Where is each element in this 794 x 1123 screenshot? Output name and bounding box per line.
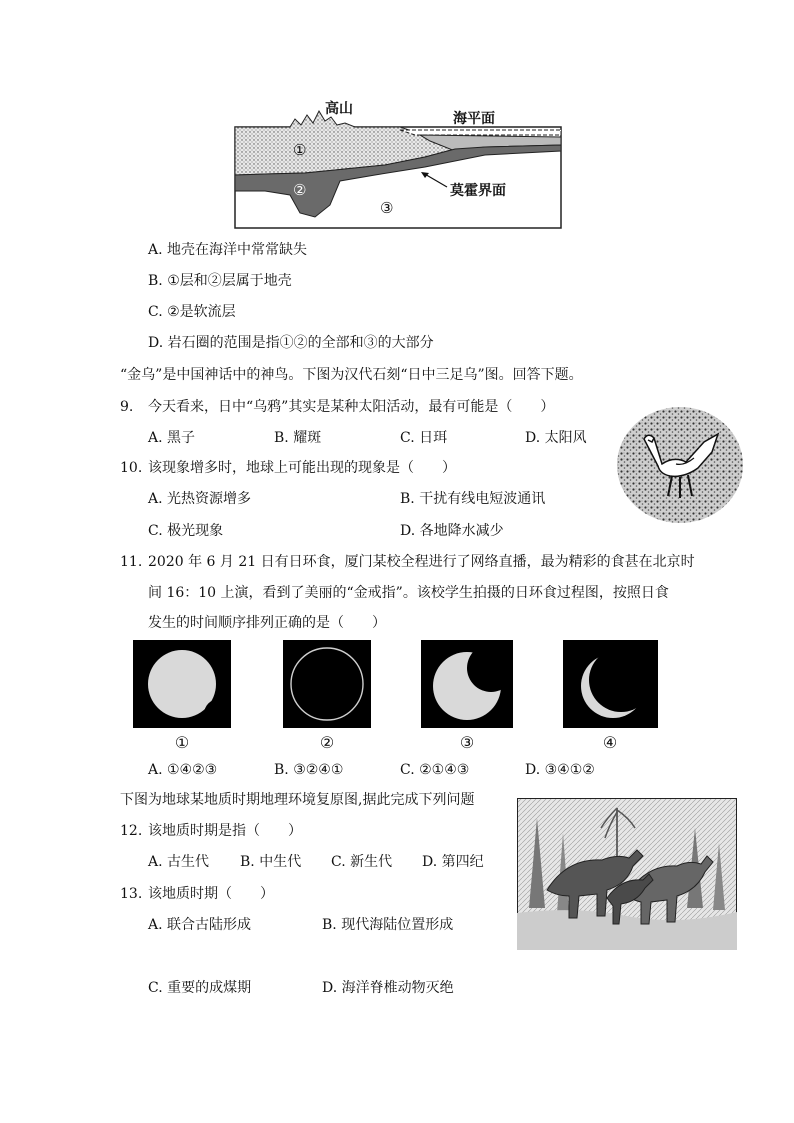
q11-stem-line2: 间 16：10 上演，看到了美丽的“金戒指”。该校学生拍摄的日环食过程图，按照日食 bbox=[148, 585, 669, 601]
q13-option-d: D. 海洋脊椎动物灭绝 bbox=[322, 980, 454, 996]
crust-cross-section-diagram bbox=[225, 95, 570, 235]
q12-number: 12. bbox=[120, 823, 143, 839]
layer-2-label: ② bbox=[293, 181, 307, 199]
q12-option-a: A. 古生代 bbox=[148, 854, 210, 870]
q9-option-c: C. 日珥 bbox=[400, 430, 448, 446]
q11-option-b: B. ③②④① bbox=[274, 762, 344, 778]
geo-intro-text: 下图为地球某地质时期地理环境复原图,据此完成下列问题 bbox=[120, 792, 475, 808]
q13-option-a: A. 联合古陆形成 bbox=[148, 917, 252, 933]
q13-number: 13. bbox=[120, 886, 143, 902]
q11-stem-line1: 2020 年 6 月 21 日有日环食，厦门某校全程进行了网络直播，最为精彩的食甚在北京时 bbox=[148, 554, 695, 570]
q10-option-b: B. 干扰有线电短波通讯 bbox=[400, 491, 546, 507]
eclipse-label-2: ② bbox=[319, 733, 335, 752]
q12-option-b: B. 中生代 bbox=[240, 854, 302, 870]
eclipse-photo-1 bbox=[133, 640, 231, 728]
q11-option-c: C. ②①④③ bbox=[400, 762, 470, 778]
eclipse-label-3: ③ bbox=[459, 733, 475, 752]
q9-stem: 今天看来，日中“乌鸦”其实是某种太阳活动，最有可能是（ ） bbox=[148, 399, 555, 415]
q10-option-c: C. 极光现象 bbox=[148, 523, 224, 539]
eclipse-photo-2 bbox=[283, 640, 371, 728]
q9-option-a: A. 黑子 bbox=[148, 430, 196, 446]
dinosaur-environment-image bbox=[517, 798, 737, 950]
q13-stem: 该地质时期（ ） bbox=[148, 886, 274, 902]
q13-option-c: C. 重要的成煤期 bbox=[148, 980, 252, 996]
q13-option-b: B. 现代海陆位置形成 bbox=[322, 917, 454, 933]
crust-option-c: C. ②是软流层 bbox=[148, 304, 236, 320]
q9-option-b: B. 耀斑 bbox=[274, 430, 322, 446]
eclipse-photo-3 bbox=[421, 640, 513, 728]
q11-stem-line3: 发生的时间顺序排列正确的是（ ） bbox=[148, 615, 386, 631]
q11-number: 11. bbox=[120, 554, 143, 570]
crow-intro-text: “金乌”是中国神话中的神鸟。下图为汉代石刻“日中三足乌”图。回答下题。 bbox=[120, 367, 583, 383]
layer-1-label: ① bbox=[293, 141, 307, 159]
q9-number: 9. bbox=[120, 399, 134, 415]
eclipse-label-4: ④ bbox=[602, 733, 618, 752]
moho-label: 莫霍界面 bbox=[450, 183, 506, 199]
crust-option-a: A. 地壳在海洋中常常缺失 bbox=[148, 242, 308, 258]
three-legged-crow-carving-image bbox=[614, 404, 746, 526]
q11-option-a: A. ①④②③ bbox=[148, 762, 218, 778]
mountain-label: 高山 bbox=[325, 101, 353, 117]
eclipse-photo-4 bbox=[563, 640, 658, 728]
layer-3-label: ③ bbox=[380, 199, 394, 217]
q10-number: 10. bbox=[120, 460, 143, 476]
q9-option-d: D. 太阳风 bbox=[525, 430, 587, 446]
eclipse-label-1: ① bbox=[174, 733, 190, 752]
q10-option-d: D. 各地降水减少 bbox=[400, 523, 504, 539]
q12-stem: 该地质时期是指（ ） bbox=[148, 823, 302, 839]
q11-option-d: D. ③④①② bbox=[525, 762, 595, 778]
q10-option-a: A. 光热资源增多 bbox=[148, 491, 252, 507]
sea-level-label: 海平面 bbox=[453, 111, 495, 127]
q10-stem: 该现象增多时，地球上可能出现的现象是（ ） bbox=[148, 460, 456, 476]
q12-option-d: D. 第四纪 bbox=[422, 854, 484, 870]
q12-option-c: C. 新生代 bbox=[331, 854, 393, 870]
crust-option-b: B. ①层和②层属于地壳 bbox=[148, 273, 292, 289]
crust-option-d: D. 岩石圈的范围是指①②的全部和③的大部分 bbox=[148, 335, 434, 351]
